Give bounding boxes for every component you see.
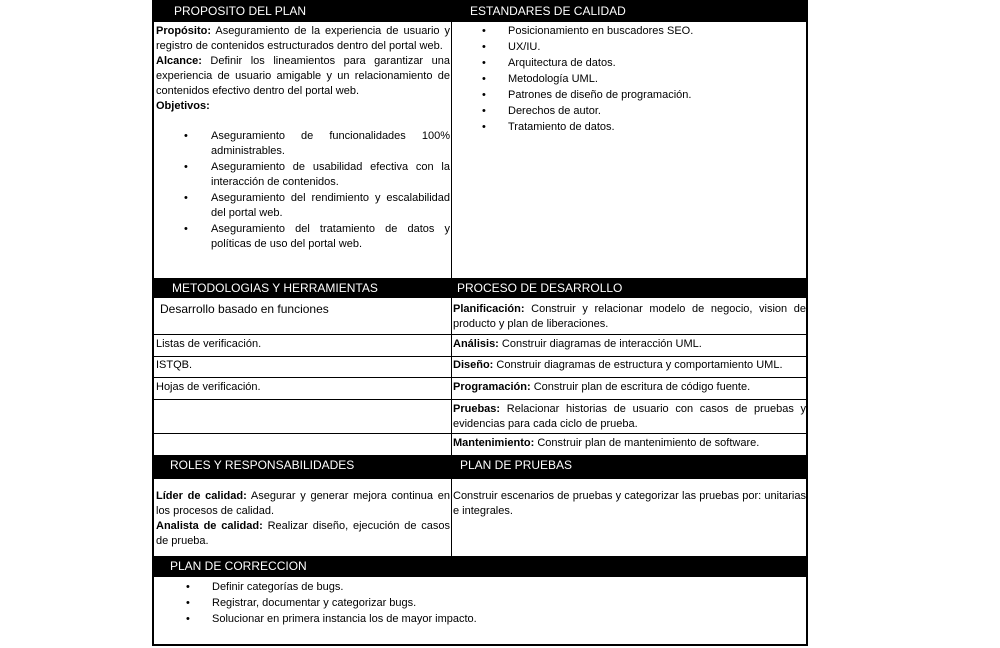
header-bar-top	[154, 0, 806, 22]
divider	[154, 334, 806, 335]
list-item: • Aseguramiento de usabilidad efectiva con la interacción de contenidos.	[184, 161, 450, 188]
proposito-cell	[156, 24, 450, 253]
header-metodologias: METODOLOGIAS Y HERRAMIENTAS	[172, 281, 378, 295]
bullet-icon: •	[482, 121, 486, 133]
metodologias-row: ISTQB.	[156, 359, 193, 371]
estandares-list	[454, 24, 804, 136]
objetivos-label: Objetivos:	[156, 100, 210, 112]
divider	[154, 399, 806, 400]
roles-cell	[156, 489, 450, 549]
proceso-row: Mantenimiento: Construir plan de mantenimiento de software.	[453, 437, 760, 449]
quality-plan-document	[152, 0, 808, 646]
proceso-row: Análisis: Construir diagramas de interacción UML.	[453, 338, 702, 350]
pruebas-cell	[453, 489, 806, 519]
list-item: • Aseguramiento del tratamiento de datos y políticas de uso del portal web.	[184, 223, 450, 250]
proceso-row: Diseño: Construir diagramas de estructura y comportamiento UML.	[453, 359, 783, 371]
bullet-icon: •	[184, 161, 188, 173]
analista-text: Realizar diseño, ejecución de casos de prueba.	[156, 520, 450, 547]
bullet-icon: •	[184, 223, 188, 235]
bullet-icon: •	[482, 25, 486, 37]
list-item: • Definir categorías de bugs.	[186, 581, 344, 593]
divider	[154, 377, 806, 378]
objetivos-list	[156, 129, 450, 253]
lider-paragraph	[156, 489, 450, 519]
proceso-row: Pruebas: Relacionar historias de usuario con casos de pruebas y evidencias para cada ciclo de prueba.	[453, 403, 806, 430]
list-item: • Aseguramiento de funcionalidades 100% administrables.	[184, 130, 450, 157]
correccion-cell	[156, 580, 804, 628]
analista-paragraph	[156, 519, 450, 549]
proceso-row: Planificación: Construir y relacionar modelo de negocio, vision de producto y plan de liberaciones.	[453, 303, 806, 330]
metodologias-row: Hojas de verificación.	[156, 381, 261, 393]
list-item: • Patrones de diseño de programación.	[482, 89, 692, 101]
alcance-paragraph	[156, 54, 450, 99]
header-roles: ROLES Y RESPONSABILIDADES	[170, 458, 355, 472]
list-item: • Registrar, documentar y categorizar bugs.	[186, 597, 417, 609]
metodologias-row: Desarrollo basado en funciones	[160, 302, 329, 316]
divider	[451, 22, 452, 278]
bullet-icon: •	[186, 581, 190, 593]
header-pruebas: PLAN DE PRUEBAS	[460, 458, 573, 472]
list-item: • UX/IU.	[482, 41, 541, 53]
header-estandares: ESTANDARES DE CALIDAD	[470, 4, 626, 18]
proceso-row: Programación: Construir plan de escritura de código fuente.	[453, 381, 751, 393]
analista-label: Analista de calidad:	[156, 520, 263, 532]
header-bar-middle	[154, 278, 806, 298]
alcance-label: Alcance:	[156, 55, 202, 67]
bullet-icon: •	[482, 89, 486, 101]
correccion-list	[156, 580, 804, 628]
bullet-icon: •	[482, 105, 486, 117]
alcance-text: Definir los lineamientos para garantizar una experiencia de usuario amigable y un relacionamiento de contenidos efectivo dentro del portal web.	[156, 55, 450, 97]
proposito-text: Aseguramiento de la experiencia de usuario y registro de contenidos estructurados dentro del portal web.	[156, 25, 450, 52]
header-correccion: PLAN DE CORRECCION	[170, 559, 307, 573]
lider-label: Líder de calidad:	[156, 490, 247, 502]
list-item: • Tratamiento de datos.	[482, 121, 615, 133]
list-item: • Derechos de autor.	[482, 105, 601, 117]
header-proposito: PROPOSITO DEL PLAN	[174, 4, 307, 18]
list-item: • Posicionamiento en buscadores SEO.	[482, 25, 694, 37]
divider	[154, 356, 806, 357]
bullet-icon: •	[184, 130, 188, 142]
header-bar-correccion	[154, 556, 806, 577]
header-proceso: PROCESO DE DESARROLLO	[457, 281, 623, 295]
bullet-icon: •	[186, 613, 190, 625]
pruebas-text: Construir escenarios de pruebas y categorizar las pruebas por: unitarias e integrales.	[453, 490, 806, 517]
divider	[451, 479, 452, 556]
bullet-icon: •	[482, 57, 486, 69]
bullet-icon: •	[186, 597, 190, 609]
header-bar-roles	[154, 455, 806, 479]
divider	[154, 433, 806, 434]
bullet-icon: •	[184, 192, 188, 204]
proposito-paragraph	[156, 24, 450, 54]
list-item: • Aseguramiento del rendimiento y escalabilidad del portal web.	[184, 192, 450, 219]
lider-text: Asegurar y generar mejora continua en los procesos de calidad.	[156, 490, 450, 517]
metodologias-row: Listas de verificación.	[156, 338, 262, 350]
list-item: • Metodología UML.	[482, 73, 598, 85]
proposito-label: Propósito:	[156, 25, 211, 37]
list-item: • Arquitectura de datos.	[482, 57, 616, 69]
list-item: • Solucionar en primera instancia los de mayor impacto.	[186, 613, 477, 625]
estandares-cell	[454, 24, 804, 136]
bullet-icon: •	[482, 41, 486, 53]
bullet-icon: •	[482, 73, 486, 85]
